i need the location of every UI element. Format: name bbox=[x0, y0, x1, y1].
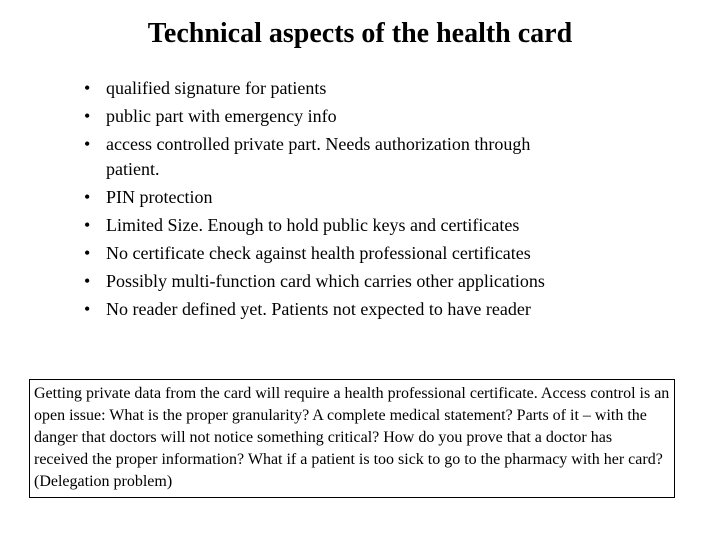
bullet-text: public part with emergency info bbox=[106, 106, 337, 126]
slide-title: Technical aspects of the health card bbox=[147, 18, 573, 49]
note-box: Getting private data from the card will require a health professional certificate. Access control is an open issue: What is the proper granularity? A complete medical statement? Parts of it – with the danger that doctors will not notice something critical? How do you prove that a doctor has received the proper information? What if a patient is too sick to go to the pharmacy with her card? (Delegation problem) bbox=[29, 379, 675, 498]
bullet-item bbox=[84, 269, 644, 294]
bullet-dot: • bbox=[84, 106, 91, 126]
bullet-dot: • bbox=[84, 78, 91, 98]
bullet-item bbox=[84, 185, 644, 210]
bullet-text: Possibly multi-function card which carries other applications bbox=[106, 271, 545, 291]
bullet-text: qualified signature for patients bbox=[106, 78, 327, 98]
bullet-dot: • bbox=[84, 299, 91, 319]
bullet-list bbox=[84, 76, 644, 325]
bullet-dot: • bbox=[84, 271, 91, 291]
bullet-dot: • bbox=[84, 134, 91, 154]
bullet-item bbox=[84, 76, 644, 101]
bullet-text: Limited Size. Enough to hold public keys and certificates bbox=[106, 215, 520, 235]
bullet-item bbox=[84, 132, 576, 182]
bullet-text: No certificate check against health professional certificates bbox=[106, 243, 531, 263]
bullet-item bbox=[84, 297, 644, 322]
bullet-text: No reader defined yet. Patients not expected to have reader bbox=[106, 299, 531, 319]
bullet-dot: • bbox=[84, 243, 91, 263]
bullet-item bbox=[84, 213, 644, 238]
bullet-dot: • bbox=[84, 187, 91, 207]
bullet-text: PIN protection bbox=[106, 187, 213, 207]
bullet-item bbox=[84, 241, 644, 266]
bullet-item bbox=[84, 104, 644, 129]
bullet-dot: • bbox=[84, 215, 91, 235]
bullet-text: access controlled private part. Needs authorization through patient. bbox=[106, 134, 531, 179]
